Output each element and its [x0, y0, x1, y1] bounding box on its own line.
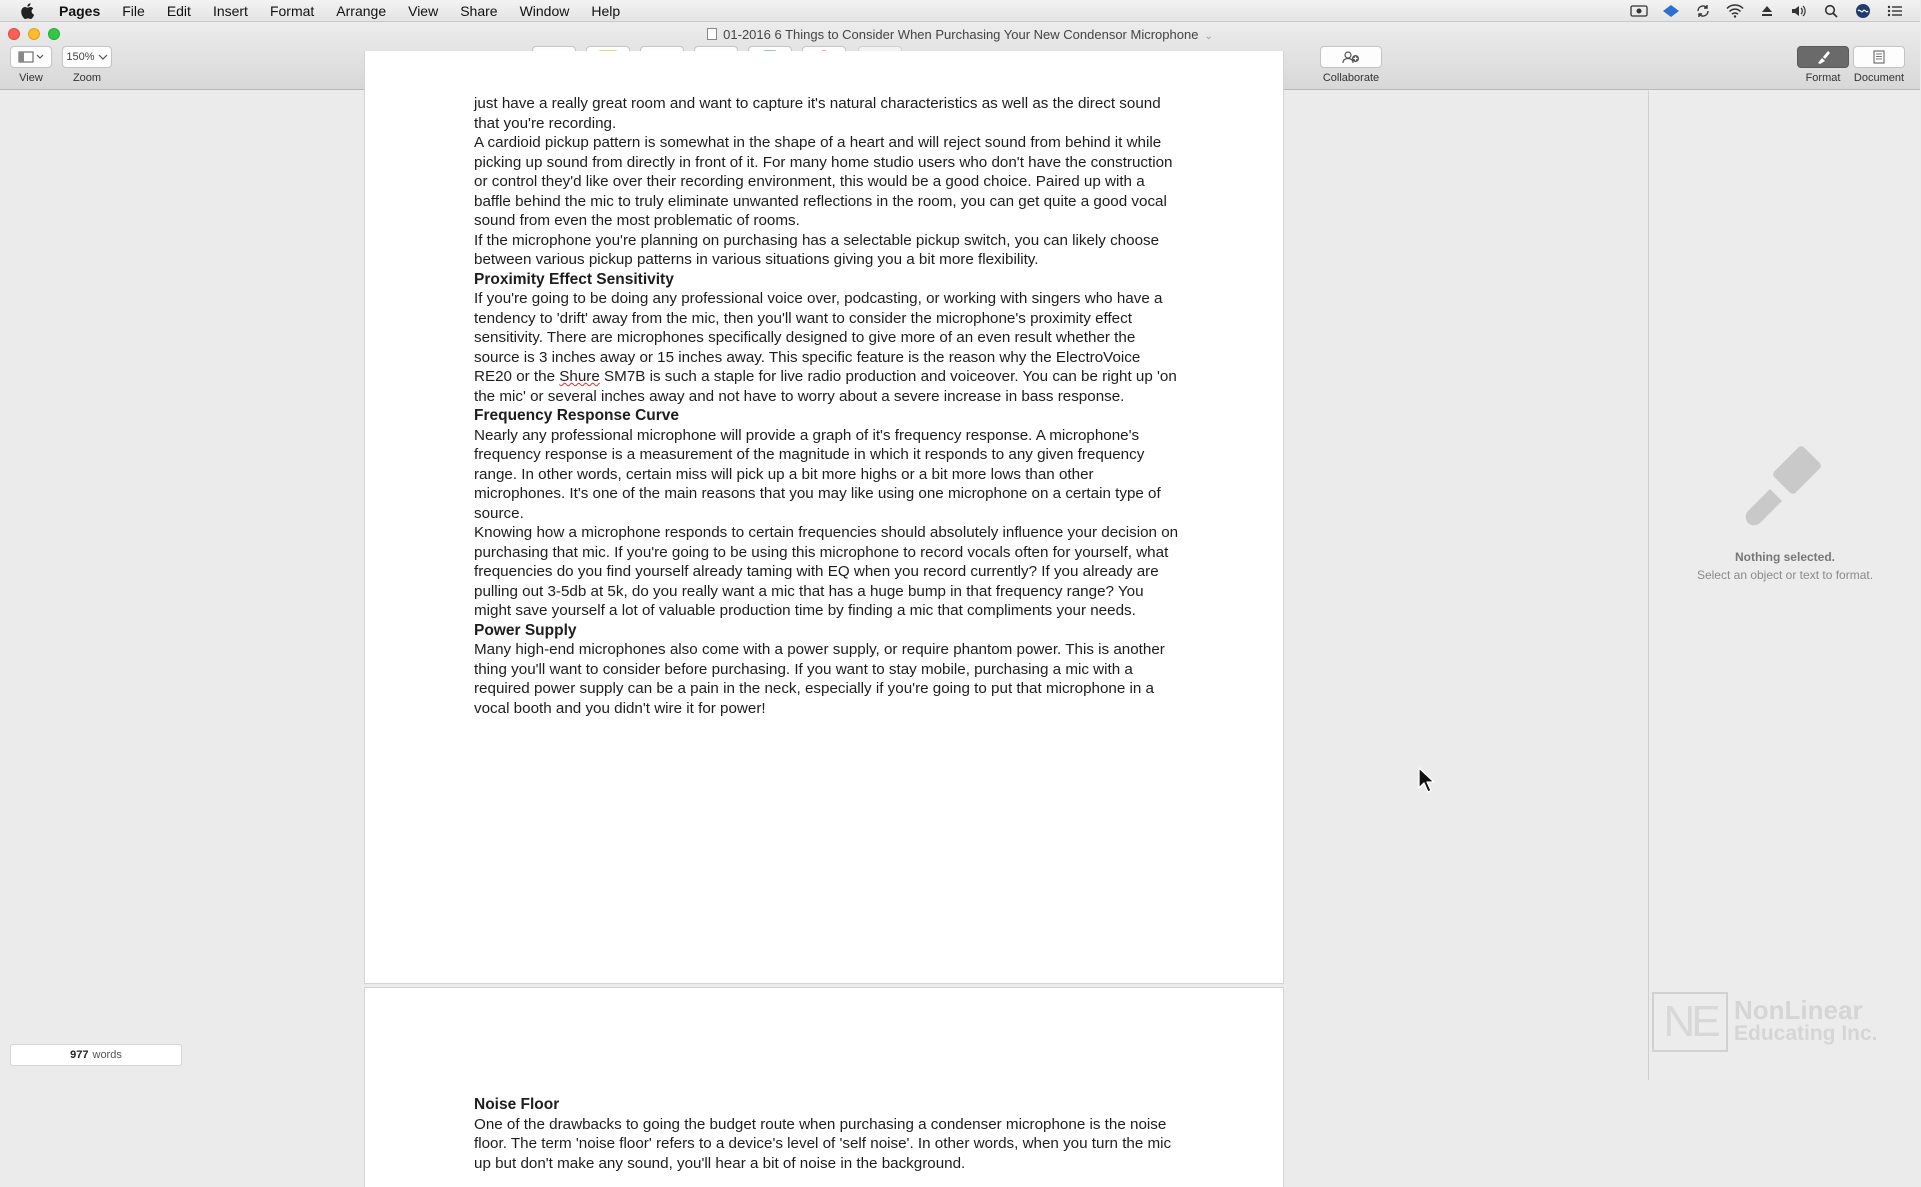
- menu-insert[interactable]: Insert: [212, 2, 248, 19]
- format-control: [1797, 46, 1849, 84]
- proximity-text-1: If you're going to be doing any professional voice over, podcasting, or working with singers who have a tendency to 'drift' away from the mic, then you'll want to consider the microphone's proximity effect sensitivity. There are microphones specifically designed to give more of an even result whether the source is 3 inches away or 15 inches away. This specific feature is the reason why the ElectroVoice RE20 or the: [474, 290, 1163, 385]
- status-menu-area: [1630, 0, 1904, 22]
- view-button[interactable]: [10, 46, 52, 68]
- collaborate-control: [1320, 46, 1382, 84]
- document-title[interactable]: [0, 27, 1920, 42]
- heading-noise-floor[interactable]: Noise Floor: [474, 1096, 560, 1113]
- collaborate-button[interactable]: [1320, 46, 1382, 68]
- view-label: View: [19, 72, 43, 84]
- dropbox-icon[interactable]: [1662, 4, 1680, 18]
- paragraph-noise-floor[interactable]: One of the drawbacks to going the budget route when purchasing a condenser microphone is the noise floor. The term 'noise floor' refers to a device's level of 'self noise'. In other words, when you turn the mic up but don't make any sound, you'll hear a bit of noise in the background.: [474, 1115, 1172, 1172]
- word-count-badge[interactable]: [10, 1044, 182, 1066]
- document-icon: [1873, 50, 1885, 64]
- sidebar-view-icon: [18, 51, 44, 63]
- mouse-pointer-icon: [1417, 766, 1437, 794]
- spotlight-search-icon[interactable]: [1822, 4, 1840, 18]
- paragraph-frequency-2[interactable]: Knowing how a microphone responds to certain frequencies should absolutely influence your decision on purchasing that mic. If you're going to be using this microphone to record vocals often for yourself, what frequencies do you find yourself already taming with EQ when you record currently? If you already are pulling out 3-5db at 5k, do you really want a mic that has a huge bump in that frequency range? You might save yourself a lot of valuable production time by finding a mic that compliments your needs.: [474, 524, 1179, 619]
- menu-window[interactable]: Window: [519, 2, 570, 19]
- apple-menu-icon[interactable]: [18, 2, 36, 20]
- inspector-subtitle: Select an object or text to format.: [1696, 568, 1874, 582]
- document-title-text: 01-2016 6 Things to Consider When Purchasing Your New Condensor Microphone: [723, 27, 1199, 42]
- paragraph-intro[interactable]: just have a really great room and want to capture it's natural characteristics as well as the direct sound that you're recording.: [474, 95, 1161, 132]
- paragraph-power-supply[interactable]: Many high-end microphones also come with a power supply, or require phantom power. This is another thing you'll want to consider before purchasing. If you want to stay mobile, purchasing a mic with a required power supply can be a pain in the neck, especially if you're going to put that microphone in a vocal booth and you didn't wire it for power!: [474, 641, 1165, 717]
- proximity-text-2: SM7B is such a staple for live radio production and voiceover. You can be right up 'on the mic' or several inches away and not have to worry about a severe increase in bass response.: [474, 368, 1177, 405]
- empty-selection-state: [1649, 441, 1921, 582]
- paintbrush-icon: [1740, 441, 1830, 531]
- screen-record-icon[interactable]: [1630, 4, 1648, 18]
- zoom-label: Zoom: [72, 72, 102, 84]
- word-count-unit: words: [92, 1049, 122, 1061]
- pages-document-icon: [707, 28, 717, 40]
- page-1-body[interactable]: [474, 94, 1180, 718]
- format-label: Format: [1805, 72, 1841, 84]
- watermark-logo: [1652, 992, 1878, 1052]
- document-page-1[interactable]: [364, 51, 1284, 984]
- menu-help[interactable]: Help: [591, 2, 621, 19]
- menu-view[interactable]: View: [408, 2, 439, 19]
- document-page-2[interactable]: [364, 987, 1284, 1187]
- paintbrush-icon: [1815, 50, 1831, 64]
- paragraph-proximity[interactable]: [474, 289, 1180, 406]
- eject-icon[interactable]: [1758, 4, 1776, 18]
- inspector-title: Nothing selected.: [1734, 550, 1835, 564]
- menu-app-pages[interactable]: Pages: [59, 2, 101, 19]
- document-label: Document: [1853, 72, 1905, 84]
- document-canvas[interactable]: [0, 91, 1648, 1172]
- wifi-icon[interactable]: [1726, 4, 1744, 18]
- zoom-control: [62, 46, 112, 84]
- zoom-value: 150%: [66, 51, 95, 63]
- menu-format[interactable]: Format: [269, 2, 315, 19]
- view-control: [10, 46, 52, 84]
- document-button[interactable]: [1853, 46, 1905, 68]
- watermark-text: [1734, 995, 1878, 1046]
- format-inspector: [1648, 91, 1920, 1080]
- menu-arrange[interactable]: Arrange: [336, 2, 387, 19]
- menu-file[interactable]: File: [122, 2, 145, 19]
- notification-center-icon[interactable]: [1886, 4, 1904, 18]
- watermark-ne-mark: NE: [1652, 992, 1728, 1052]
- paragraph-frequency-1[interactable]: Nearly any professional microphone will provide a graph of it's frequency response. A microphone's frequency response is a measurement of the magnitude in which it responds to any given frequency range. In other words, certain miss will pick up a bit more highs or a bit more lows than other microphones. It's one of the main reasons that you may like using one microphone on a certain type of source.: [474, 426, 1161, 522]
- page-2-body[interactable]: [474, 1095, 1180, 1173]
- chevron-down-icon: ⌄: [1204, 31, 1213, 42]
- menu-bar: [0, 0, 1920, 22]
- watermark-line-2: Educating Inc.: [1734, 1022, 1878, 1045]
- paragraph-cardioid[interactable]: A cardioid pickup pattern is somewhat in the shape of a heart and will reject sound from behind it while picking up sound from directly in front of it. For many home studio users who don't have the construction or control they'd like over their recording environment, this would be a good choice. Paired up with a baffle behind the mic to truly eliminate unwanted reflections in the room, you can get quite a good vocal sound from even the most problematic of rooms.: [474, 134, 1173, 229]
- sync-icon[interactable]: [1694, 4, 1712, 18]
- collaborate-icon: [1341, 50, 1361, 64]
- zoom-dropdown[interactable]: [62, 46, 112, 68]
- collaborate-label: Collaborate: [1322, 72, 1380, 84]
- format-button[interactable]: [1797, 46, 1849, 68]
- paragraph-pickup-switch[interactable]: If the microphone you're planning on purchasing has a selectable pickup switch, you can likely choose between various pickup patterns in various situations giving you a bit more flexibility.: [474, 231, 1160, 268]
- document-control: [1853, 46, 1905, 84]
- volume-icon[interactable]: [1790, 4, 1808, 18]
- menu-edit[interactable]: Edit: [166, 2, 191, 19]
- siri-icon[interactable]: [1854, 4, 1872, 18]
- misspelled-word[interactable]: Shure: [559, 368, 600, 385]
- heading-frequency-response[interactable]: Frequency Response Curve: [474, 407, 680, 424]
- menu-share[interactable]: Share: [460, 2, 498, 19]
- heading-power-supply[interactable]: Power Supply: [474, 621, 577, 639]
- heading-proximity-effect[interactable]: Proximity Effect Sensitivity: [474, 270, 674, 288]
- chevron-down-icon: [98, 53, 108, 61]
- watermark-line-1: NonLinear: [1734, 995, 1863, 1025]
- word-count-number: 977: [70, 1049, 89, 1061]
